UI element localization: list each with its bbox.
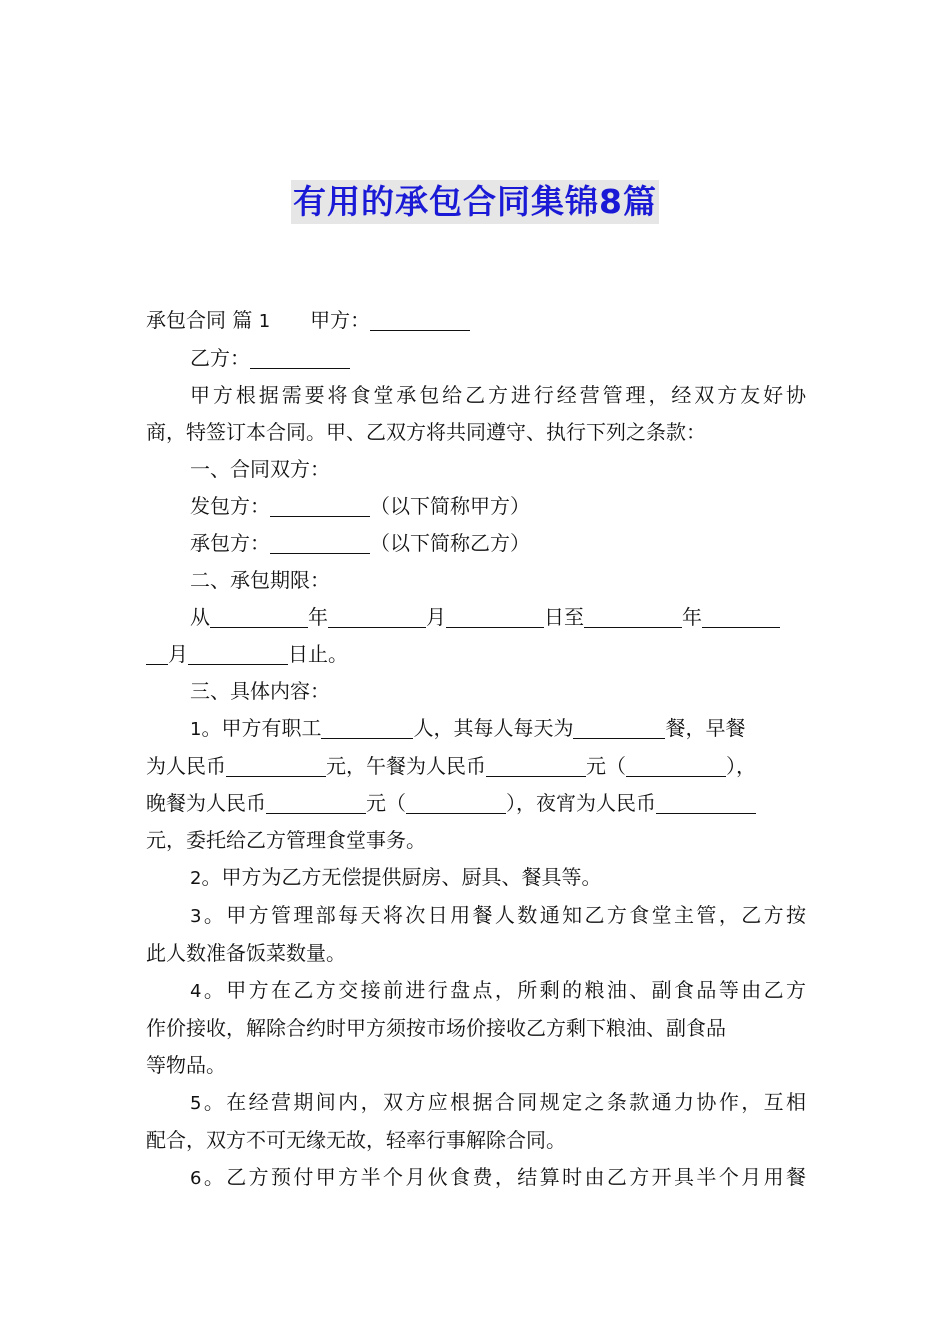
blank-field[interactable] <box>188 640 288 665</box>
header-line <box>146 302 806 340</box>
blank-field[interactable] <box>250 344 350 369</box>
paragraph-line: 甲方根据需要将食堂承包给乙方进行经营管理，经双方友好协 <box>190 383 806 407</box>
blank-field[interactable] <box>146 640 168 665</box>
paragraph-line: 元，委托给乙方管理食堂事务。 <box>146 828 426 852</box>
contract-body <box>146 302 806 1197</box>
blank-field[interactable] <box>584 603 682 628</box>
item-line <box>146 859 806 897</box>
text: 。甲方管理部每天将次日用餐人数通知乙方食堂主管，乙方按 <box>201 903 806 927</box>
issuer-note: （以下简称甲方） <box>370 494 530 518</box>
paragraph-line: 商，特签订本合同。甲、乙双方将共同遵守、执行下列之条款： <box>146 420 706 444</box>
item-number: 3 <box>190 906 202 927</box>
section-heading: 二、承包期限： <box>190 568 330 592</box>
text: 为人民币 <box>146 754 226 778</box>
article-number: 1 <box>258 311 271 332</box>
document-title-wrap <box>0 180 950 224</box>
blank-field[interactable] <box>266 789 366 814</box>
text: 。甲方有职工 <box>201 716 322 740</box>
contractor-note: （以下简称乙方） <box>370 531 530 555</box>
text: 月 <box>426 605 446 629</box>
blank-field[interactable] <box>702 603 780 628</box>
item-line <box>146 785 806 822</box>
text: 日止。 <box>288 642 348 666</box>
item-number: 6 <box>190 1168 202 1189</box>
paragraph-line: 作价接收，解除合约时甲方须按市场价接收乙方剩下粮油、副食品 <box>146 1016 726 1040</box>
term-line-cont <box>146 636 806 673</box>
blank-field[interactable] <box>486 752 586 777</box>
item-number: 2 <box>190 868 202 889</box>
text: 月 <box>168 642 188 666</box>
text: 年 <box>308 605 328 629</box>
document-title: 有用的承包合同集锦8篇 <box>291 180 659 224</box>
blank-field[interactable] <box>573 714 665 739</box>
item-line <box>146 748 806 785</box>
blank-field[interactable] <box>270 492 370 517</box>
blank-field[interactable] <box>270 529 370 554</box>
item-line <box>146 1159 806 1197</box>
item-number: 4 <box>190 981 202 1002</box>
contractor-line <box>146 525 806 562</box>
paragraph-line: 等物品。 <box>146 1053 226 1077</box>
issuer-label: 发包方： <box>190 494 270 518</box>
item-number: 1 <box>190 719 202 740</box>
contractor-label: 承包方： <box>190 531 270 555</box>
blank-field[interactable] <box>210 603 308 628</box>
blank-field[interactable] <box>656 789 756 814</box>
text: 。甲方为乙方无偿提供厨房、厨具、餐具等。 <box>201 865 602 889</box>
text: 元，午餐为人民币 <box>326 754 486 778</box>
paragraph-line: 配合，双方不可无缘无故，轻率行事解除合同。 <box>146 1128 566 1152</box>
text: 晚餐为人民币 <box>146 791 266 815</box>
item-line <box>146 897 806 935</box>
blank-field[interactable] <box>226 752 326 777</box>
text: 。乙方预付甲方半个月伙食费，结算时由乙方开具半个月用餐 <box>201 1165 806 1189</box>
text: 从 <box>190 605 210 629</box>
item-number: 5 <box>190 1093 202 1114</box>
item-line <box>146 1084 806 1122</box>
text: ）， <box>726 754 756 778</box>
text: 。在经营期间内，双方应根据合同规定之条款通力协作，互相 <box>201 1090 806 1114</box>
party-b-label: 乙方： <box>190 346 250 370</box>
text: 。甲方在乙方交接前进行盘点，所剩的粮油、副食品等由乙方 <box>201 978 806 1002</box>
text: 日至 <box>544 605 584 629</box>
item-line <box>146 972 806 1010</box>
text: 人，其每人每天为 <box>413 716 574 740</box>
blank-field[interactable] <box>321 714 413 739</box>
text: 元（ <box>366 791 406 815</box>
party-a-label: 甲方： <box>310 308 371 332</box>
text: 年 <box>682 605 702 629</box>
section-heading: 三、具体内容： <box>190 679 330 703</box>
term-line <box>146 599 806 636</box>
item-line <box>146 710 806 748</box>
contract-label: 承包合同 篇 <box>146 308 253 332</box>
text: 餐，早餐 <box>665 716 746 740</box>
blank-field[interactable] <box>446 603 544 628</box>
section-heading: 一、合同双方： <box>190 457 330 481</box>
blank-field[interactable] <box>328 603 426 628</box>
text: 元（ <box>586 754 626 778</box>
issuer-line <box>146 488 806 525</box>
blank-field[interactable] <box>626 752 726 777</box>
blank-field[interactable] <box>370 306 470 331</box>
blank-field[interactable] <box>406 789 506 814</box>
text: ），夜宵为人民币 <box>506 791 656 815</box>
paragraph-line: 此人数准备饭菜数量。 <box>146 941 346 965</box>
party-b-line <box>146 340 806 377</box>
